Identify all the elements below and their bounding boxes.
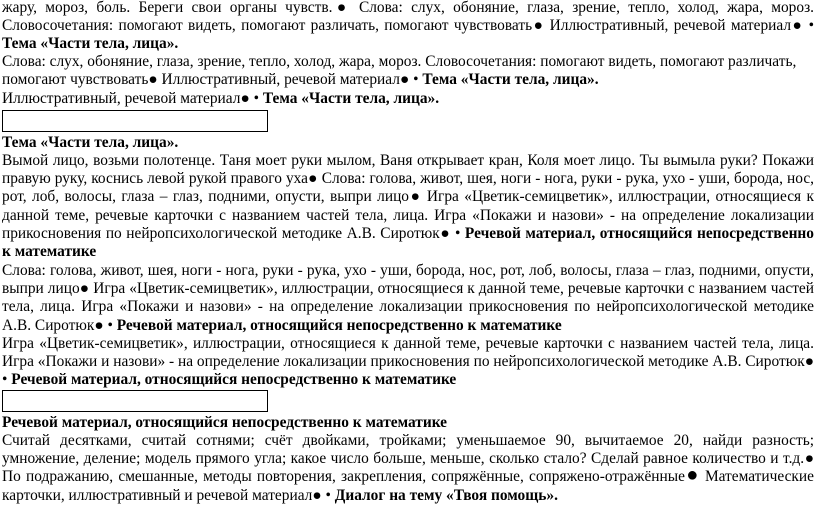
empty-box bbox=[2, 390, 268, 412]
paragraph-words: Слова: слух, обоняние, глаза, зрение, тепло, холод, жара, мороз. Словосочетания: помогают видеть, помогают различать, помогают чувствовать● Иллюстративный, речевой материал● • Тема «Части тела, лица». bbox=[2, 53, 797, 89]
topic-heading-inline: Тема «Части тела, лица». bbox=[422, 71, 599, 89]
topic-heading-inline: Речевой материал, относящийся непосредственно к математике bbox=[11, 371, 457, 389]
bullet-icon: ● bbox=[148, 71, 158, 89]
bullet-icon: ● bbox=[532, 17, 545, 35]
paragraph-game: Игра «Цветик-семицветик», иллюстрации, относящиеся к данной теме, речевые карточки с названием частей тела, лица. Игра «Покажи и назови» - на определение локализации прикосновения по нейропсихологической методике А.В. Сиротюк● • Речевой материал, относящийся непосредственно к математике bbox=[2, 335, 814, 389]
bullet-icon: ● bbox=[312, 486, 322, 504]
section-math bbox=[2, 414, 814, 432]
bullet-icon: ● bbox=[399, 71, 410, 89]
bullet-icon: ● bbox=[439, 224, 451, 242]
bullet-icon: ● bbox=[332, 0, 351, 16]
bullet-icon: ● bbox=[409, 188, 422, 206]
bullet-icon: ● bbox=[804, 353, 814, 371]
paragraph-body-parts: Вымой лицо, возьми полотенце. Таня моет руки мылом, Ваня открывает кран, Коля моет лицо. Ты вымыла руки? Покажи правую руку, коснись левой рукой правого уха● Слова: голова, живот, шея, ноги - нога, руки - рука, ухо - уши, борода, нос, рот, лоб, волосы, глаза – глаз, подними, опусти, выпри лицо● Игра «Цветик-семицветик», иллюстрации, относящиеся к данной теме, речевые карточки с названием частей тела, лица. Игра «Покажи и назови» - на определение локализации прикосновения по нейропсихологической методике А.В. Сиротюк● • Речевой материал, относящийся непосредственно к математике bbox=[2, 152, 815, 261]
paragraph-words-2: Слова: голова, живот, шея, ноги - нога, руки - рука, ухо - уши, борода, нос, рот, лоб, волосы, глаза – глаз, подними, опусти, выпри лицо● Игра «Цветик-семицветик», иллюстрации, относящиеся к данной теме, речевые карточки с названием частей тела, лица. Игра «Покажи и назови» - на определение локализации прикосновения по нейропсихологической методике А.В. Сиротюк● • Речевой материал, относящийся непосредственно к математике bbox=[2, 262, 814, 334]
bullet-icon: ● bbox=[307, 170, 318, 188]
bullet-icon: ● bbox=[804, 450, 815, 468]
bullet-icon: ● bbox=[94, 316, 104, 334]
topic-heading-inline: Речевой материал, относящийся непосредственно к математике bbox=[2, 224, 814, 261]
topic-heading-inline: Речевой материал, относящийся непосредственно к математике bbox=[116, 316, 562, 334]
section-body-parts bbox=[2, 134, 814, 152]
topic-heading-inline: Диалог на тему «Твоя помощь». bbox=[334, 486, 558, 504]
topic-heading-inline: Тема «Части тела, лица». bbox=[262, 90, 440, 107]
section-heading: Тема «Части тела, лица». bbox=[2, 134, 179, 151]
bullet-icon: ● bbox=[79, 280, 90, 298]
paragraph-math: Считай десятками, считай сотнями; счёт двойками, тройками; уменьшаемое 90, вычитаемое 20, найди разность; умножение, деление; модель прямого угла; какое число больше, меньше, сколько стало? Сделай равное количество и т.д.● По подражанию, смешанные, методы повторения, закрепления, сопряжённые, сопряжено-отражённые● Математические карточки, иллюстративный и речевой материал● • Диалог на тему «Твоя помощь». bbox=[2, 432, 815, 504]
topic-heading-inline: Тема «Части тела, лица». bbox=[2, 35, 179, 53]
empty-box bbox=[2, 110, 268, 132]
bullet-icon: ● bbox=[240, 90, 250, 107]
section-heading: Речевой материал, относящийся непосредственно к математике bbox=[2, 414, 448, 431]
paragraph-organs: жару, мороз, боль. Береги свои органы чувств.● Слова: слух, обоняние, глаза, зрение, тепло, холод, жара, мороз. Словосочетания: помогают видеть, помогают различать, помогают чувствовать● Иллюстративный, речевой материал● • Тема «Части тела, лица». bbox=[2, 0, 815, 53]
bullet-icon: ● bbox=[791, 17, 804, 35]
paragraph-illustrative: Иллюстративный, речевой материал● • Тема «Части тела, лица». bbox=[2, 90, 440, 107]
bullet-icon: ● bbox=[684, 464, 700, 487]
